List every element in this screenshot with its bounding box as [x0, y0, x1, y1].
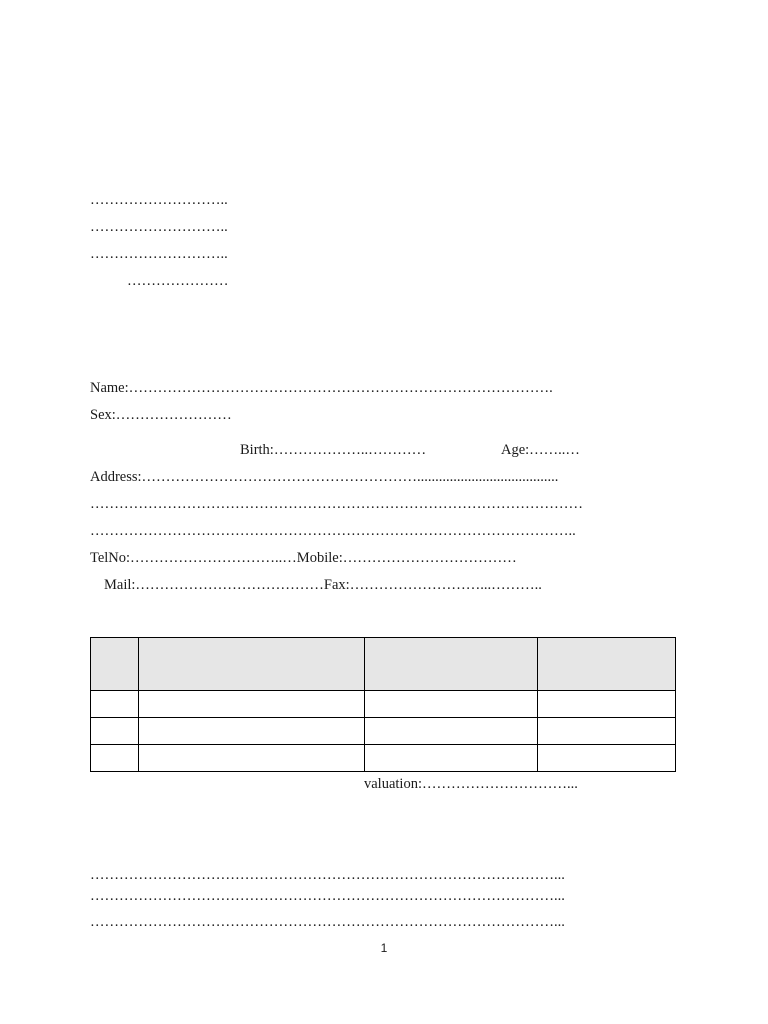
address-field: Address:………………………………………………….......................................	[90, 469, 559, 485]
age-field: Age:……..…	[501, 442, 580, 458]
table-cell	[139, 691, 365, 718]
header-dotted-line-3: ………………………..	[90, 246, 228, 262]
table-cell	[365, 691, 538, 718]
footer-dotted-line-3: ……………………………………………………………………………………...	[90, 914, 565, 930]
table-header-row	[91, 638, 676, 691]
table-header-cell	[91, 638, 139, 691]
table-header-cell	[365, 638, 538, 691]
table-row	[91, 718, 676, 745]
sex-field: Sex:……………………	[90, 407, 232, 423]
table-cell	[91, 691, 139, 718]
data-table	[90, 637, 676, 772]
footer-dotted-line-1: ……………………………………………………………………………………...	[90, 867, 565, 883]
table-cell	[538, 691, 676, 718]
address-line-2: …………………………………………………………………………………………	[90, 496, 583, 512]
table-cell	[91, 718, 139, 745]
telno-mobile-field: TelNo:…………………………..…Mobile:………………………………	[90, 550, 517, 566]
table-cell	[538, 745, 676, 772]
table-cell	[538, 718, 676, 745]
table-header-cell	[538, 638, 676, 691]
table-cell	[91, 745, 139, 772]
table-header-cell	[139, 638, 365, 691]
header-dotted-line-2: ………………………..	[90, 219, 228, 235]
footer-dotted-line-2: ……………………………………………………………………………………...	[90, 888, 565, 904]
table-cell	[365, 718, 538, 745]
header-dotted-line-4: …………………	[127, 273, 229, 289]
table-row	[91, 691, 676, 718]
page-number: 1	[380, 941, 388, 955]
address-line-3: ………………………………………………………………………………………..	[90, 523, 576, 539]
table-cell	[139, 718, 365, 745]
mail-fax-field: Mail:…………………………………Fax:………………………...………..	[104, 577, 542, 593]
table-row	[91, 745, 676, 772]
birth-field: Birth:………………..…………	[240, 442, 427, 458]
table-cell	[365, 745, 538, 772]
name-field: Name:…………………………………………………………………………….	[90, 380, 553, 396]
header-dotted-line-1: ………………………..	[90, 192, 228, 208]
valuation-field: valuation:…………………………...	[364, 776, 578, 792]
table-cell	[139, 745, 365, 772]
